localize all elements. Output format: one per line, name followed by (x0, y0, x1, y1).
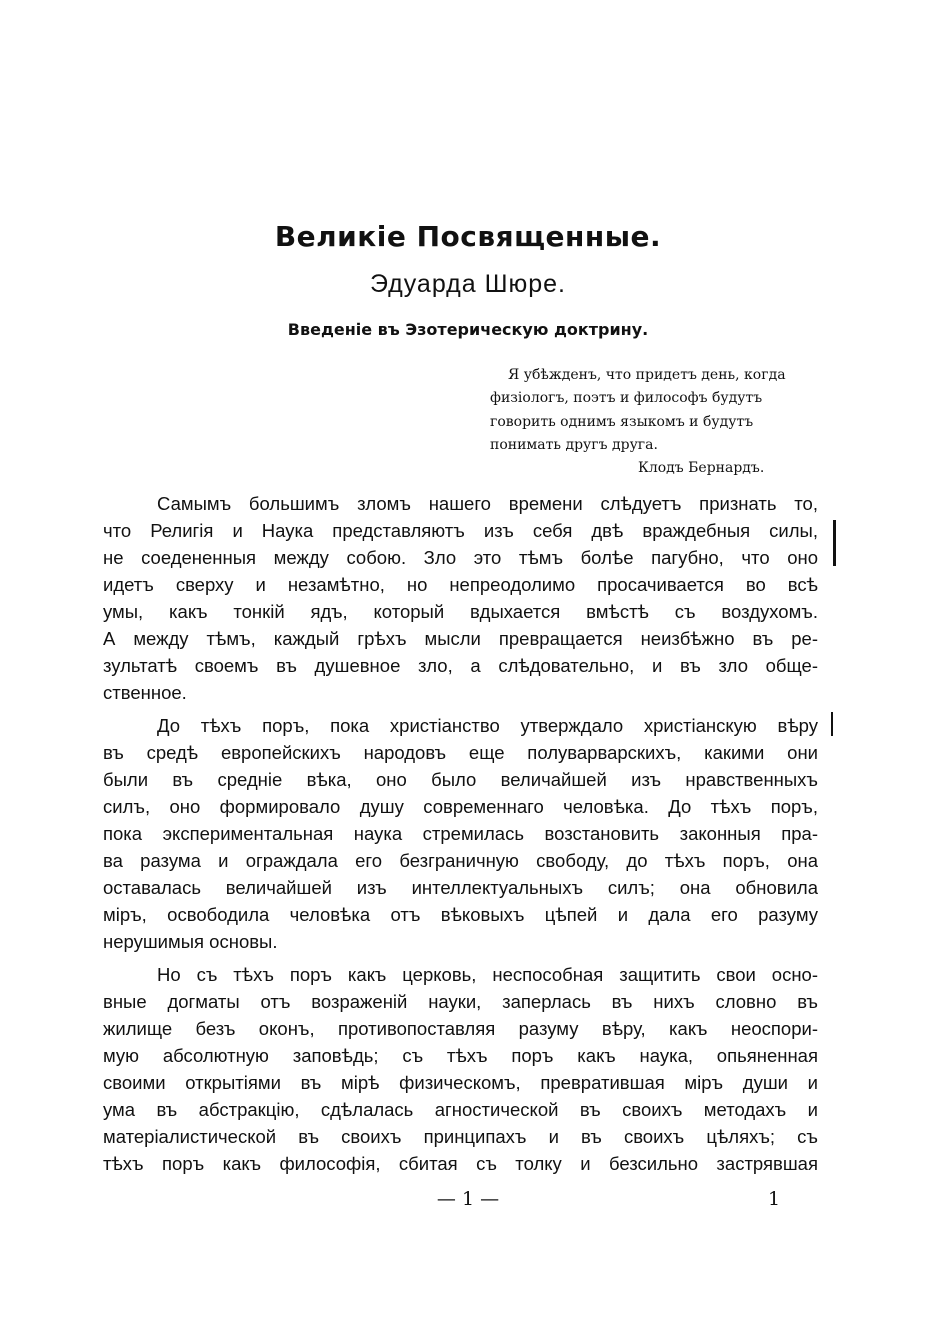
text-line: идетъ сверху и незамѣтно, но непреодолимо просачивается во всѣ (103, 574, 818, 595)
text-line: мую абсолютную заповѣдь; съ тѣхъ поръ какъ наука, опьяненная (103, 1045, 818, 1066)
text-line: ума въ абстракцію, сдѣлалась агностической въ своихъ методахъ и (103, 1099, 818, 1120)
text-line: нерушимыя основы. (103, 931, 278, 952)
text-line: ственное. (103, 682, 187, 703)
text-line: своими открытіями въ мірѣ физическомъ, превратившая міръ души и (103, 1072, 818, 1093)
page-title: Великіе Посвященные. (274, 220, 662, 253)
text-line: что Религія и Наука представляютъ изъ себя двѣ враждебныя силы, (103, 520, 818, 541)
epigraph-line: Я убѣжденъ, что придетъ день, когда (508, 367, 786, 383)
text-line: До тѣхъ поръ, пока христіанство утверждало христіанскую вѣру (157, 715, 818, 736)
text-line: А между тѣмъ, каждый грѣхъ мысли превращается неизбѣжно въ ре- (103, 628, 818, 649)
page-number: — 1 — (436, 1188, 500, 1210)
margin-mark (831, 712, 833, 736)
epigraph-line: физіологъ, поэтъ и философъ будутъ (490, 390, 763, 407)
text-line: ва разума и ограждала его безграничную свободу, до тѣхъ поръ, она (103, 850, 818, 871)
epigraph (490, 364, 825, 480)
text-line: жилище безъ оконъ, противопоставляя разуму вѣру, какъ неоспори- (103, 1018, 818, 1039)
text-line: силъ, оно формировало душу современнаго человѣка. До тѣхъ поръ, (103, 796, 818, 817)
subtitle: Введеніе въ Эзотерическую доктрину. (287, 320, 649, 339)
text-line: матеріалистической въ своихъ принципахъ и въ своихъ цѣляхъ; съ (103, 1126, 818, 1147)
text-line: умы, какъ тонкій ядъ, который вдыхается вмѣстѣ съ воздухомъ. (103, 601, 818, 622)
text-line: Самымъ большимъ зломъ нашего времени слѣдуетъ признать то, (157, 493, 818, 514)
paragraph (103, 712, 818, 955)
epigraph-line: говорить однимъ языкомъ и будутъ (490, 413, 754, 430)
epigraph-attribution: Клодъ Бернардъ. (638, 460, 765, 477)
paragraph (103, 961, 818, 1177)
text-line: Но съ тѣхъ поръ какъ церковь, неспособная защитить свои осно- (157, 964, 818, 985)
body-text (103, 490, 818, 1183)
text-line: зультатѣ своемъ въ душевное зло, а слѣдовательно, и въ зло обще- (103, 655, 818, 676)
text-line: вные догматы отъ возраженій науки, заперлась въ нихъ словно въ (103, 991, 818, 1012)
author-line: Эдуарда Шюре. (369, 270, 567, 298)
text-line: пока экспериментальная наука стремилась возстановить законныя пра- (103, 823, 818, 844)
paragraph (103, 490, 818, 706)
text-line: были въ средніе вѣка, оно было величайшей изъ нравственныхъ (103, 769, 818, 790)
text-line: въ средѣ европейскихъ народовъ еще полуварварскихъ, какими они (103, 742, 818, 763)
epigraph-line: понимать другъ друга. (490, 436, 658, 453)
text-line: міръ, освободила человѣка отъ вѣковыхъ цѣпей и дала его разуму (103, 904, 818, 925)
text-line: тѣхъ поръ какъ философія, сбитая съ толку и безсильно застрявшая (103, 1153, 818, 1174)
margin-mark (833, 520, 836, 566)
text-line: оставалась величайшей изъ интеллектуальныхъ силъ; она обновила (103, 877, 818, 898)
text-line: не соедененныя между собою. Зло это тѣмъ болѣе пагубно, что оно (103, 547, 818, 568)
signature-mark: 1 (768, 1188, 781, 1210)
